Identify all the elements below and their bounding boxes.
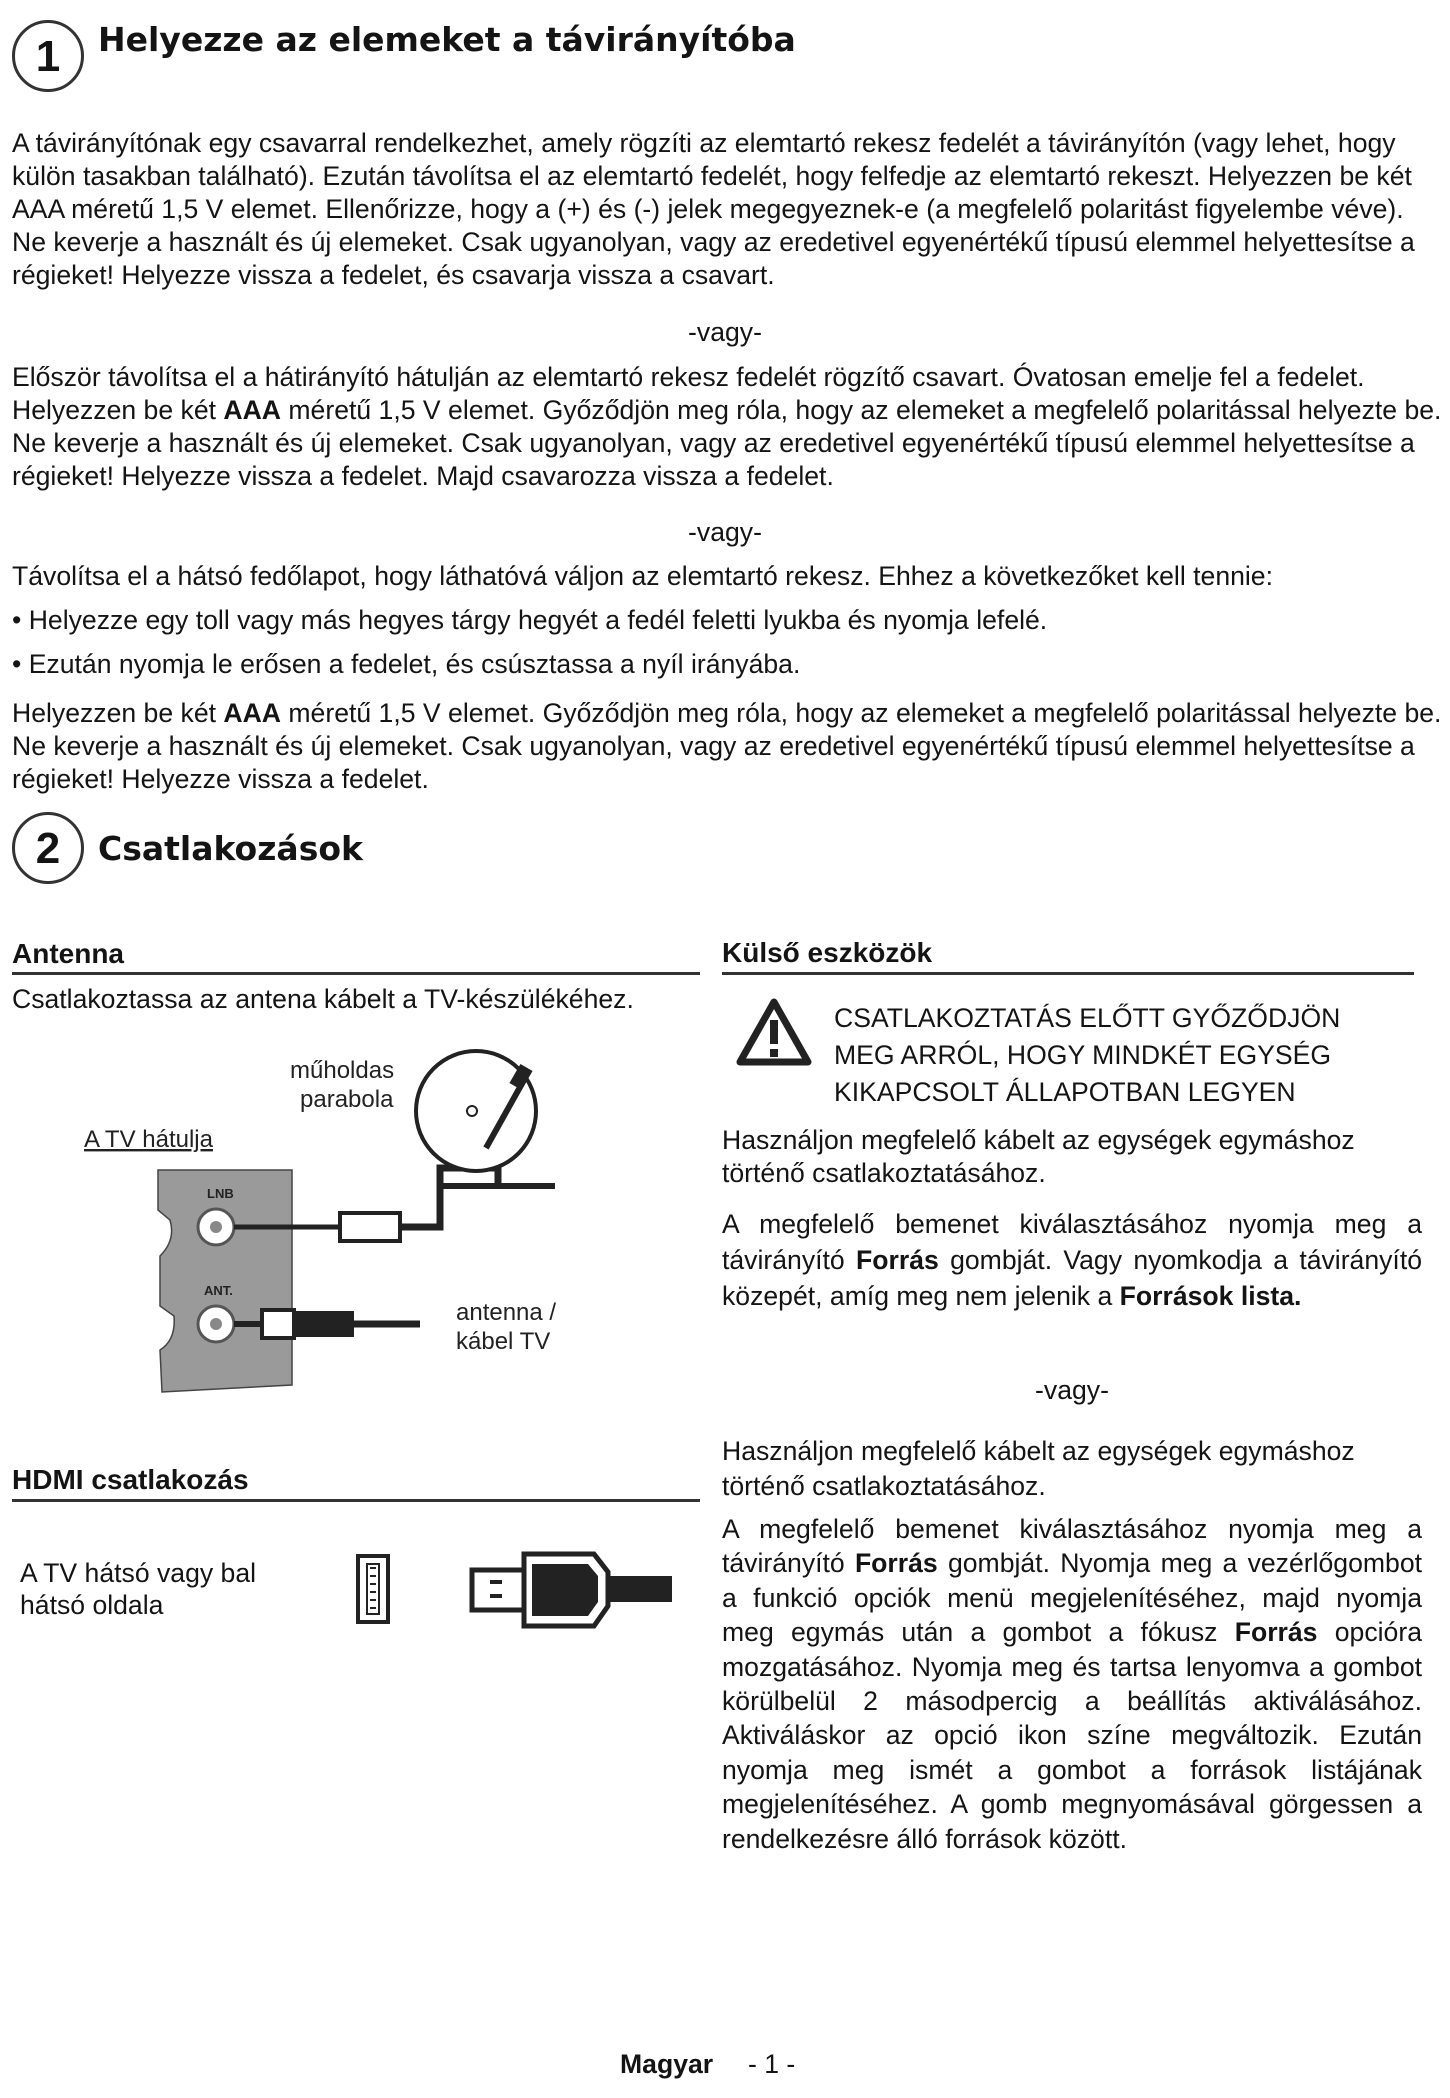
antenna-heading: Antenna (12, 938, 124, 969)
hdmi-label-1: A TV hátsó vagy bal (20, 1558, 257, 1588)
antenna-text: Csatlakoztassa az antena kábelt a TV-készülékéhez. (12, 984, 634, 1014)
warning-line-2: MEG ARRÓL, HOGY MINDKÉT EGYSÉG (834, 1040, 1332, 1070)
lnb-label: LNB (207, 1186, 234, 1201)
tv-back-label: A TV hátulja (84, 1126, 213, 1153)
hdmi-rule (12, 1499, 700, 1502)
battery-paragraph-2: Először távolítsa el a hátirányító hátulján az elemtartó rekesz fedelét rögzítő csavart. Óvatosan emelje fel a fedelet. Helyezzen be két AAA méretű 1,5 V elemet. Győződjön meg róla, hogy az elemeket a megfelelő polaritással helyezte be. Ne keverje a használt és új elemeket. Csak ugyanolyan, vagy az eredetivel egyenértékű típusú elemmel helyettesítse a régieket! Helyezze vissza a fedelet. Majd csavarozza vissza a fedelet. (12, 362, 1442, 491)
hdmi-cable (608, 1576, 672, 1602)
dish-label-2: parabola (300, 1086, 394, 1113)
or-separator-3: -vagy- (1035, 1375, 1109, 1405)
external-paragraph-1: Használjon megfelelő kábelt az egységek egymáshoz történő csatlakoztatásához. (722, 1125, 1355, 1188)
external-heading: Külső eszközök (722, 937, 933, 968)
external-paragraph-3: Használjon megfelelő kábelt az egységek egymáshoz történő csatlakoztatásához. (722, 1436, 1355, 1501)
battery-paragraph-4: Helyezzen be két AAA méretű 1,5 V elemet. Győződjön meg róla, hogy az elemeket a megfelelő polaritással helyezte be. Ne keverje a használt és új elemeket. Csak ugyanolyan, vagy az eredetivel egyenértékű típusú elemmel helyettesítse a régieket! Helyezze vissza a fedelet. (12, 698, 1442, 794)
lnb-connector-pin (210, 1221, 222, 1233)
hdmi-diagram (340, 1540, 680, 1650)
external-rule (722, 972, 1414, 975)
footer-language: Magyar (620, 2049, 714, 2079)
ant-plug-grip (294, 1311, 354, 1337)
lnb-cable-plug (340, 1213, 400, 1241)
warning-line-3: KIKAPCSOLT ÁLLAPOTBAN LEGYEN (834, 1077, 1296, 1107)
battery-paragraph-3: Távolítsa el a hátsó fedőlapot, hogy láthatóvá váljon az elemtartó rekesz. Ehhez a következőket kell tennie: (12, 561, 1273, 591)
hdmi-heading: HDMI csatlakozás (12, 1464, 249, 1495)
ant-label: ANT. (204, 1283, 233, 1298)
hdmi-port-slot (367, 1564, 379, 1614)
warning-line-1: CSATLAKOZTATÁS ELŐTT GYŐZŐDJÖN (834, 1003, 1341, 1033)
external-paragraph-4: A megfelelő bemenet kiválasztásához nyomja meg a távirányító Forrás gombját. Nyomja meg a vezérlőgombot a funkció opciók menü megjelenítéséhez, majd nyomja meg egymás után a gombot a fókusz Forrás opcióra mozgatásához. Nyomja meg és tartsa lenyomva a gombot körülbelül 2 másodpercig a beállítás aktiválásához. Aktiváláskor az opció ikon színe megváltozik. Ezután nyomja meg ismét a gombot a források listájának megjelenítéséhez. A gomb megnyomásával görgessen a rendelkezésre álló források között. (722, 1514, 1423, 1854)
ant-plug-body (262, 1310, 294, 1338)
antenna-diagram (0, 1020, 710, 1430)
section-2-title: Csatlakozások (98, 829, 363, 868)
tv-back-panel (158, 1170, 292, 1392)
hdmi-plug-tip (472, 1570, 530, 1610)
battery-bullet-2: • Ezután nyomja le erősen a fedelet, és csúsztassa a nyíl irányába. (12, 649, 801, 679)
footer-page-number: - 1 - (748, 2049, 796, 2079)
section-2-number-circle (12, 812, 84, 884)
section-1-title: Helyezze az elemeket a távirányítóba (98, 20, 796, 59)
hdmi-label-2: hátsó oldala (20, 1590, 164, 1620)
antenna-rule (12, 972, 700, 975)
external-paragraph-2: A megfelelő bemenet kiválasztásához nyomja meg a távirányító Forrás gombját. Vagy nyomkodja a távirányító közepét, amíg meg nem jelenik a Források lista. (722, 1209, 1423, 1311)
dish-label-1: műholdas (290, 1057, 395, 1084)
ant-connector-pin (210, 1318, 222, 1330)
or-separator-2: -vagy- (688, 517, 762, 547)
battery-paragraph-1: A távirányítónak egy csavarral rendelkezhet, amely rögzíti az elemtartó rekesz fedelét a távirányítón (vagy lehet, hogy külön tasakban található). Ezután távolítsa el az elemtartó fedelét, hogy felfedje az elemtartó rekeszt. Helyezzen be két AAA méretű 1,5 V elemet. Ellenőrizze, hogy a (+) és (-) jelek megegyeznek-e (a megfelelő polaritást figyelembe véve). Ne keverje a használt és új elemeket. Csak ugyanolyan, vagy az eredetivel egyenértékű típusú elemmel helyettesítse a régieket! Helyezze vissza a fedelet, és csavarja vissza a csavart. (12, 128, 1415, 290)
battery-bullet-1: • Helyezze egy toll vagy más hegyes tárgy hegyét a fedél feletti lyukba és nyomja lefelé. (12, 605, 1048, 635)
hdmi-plug-grip (532, 1564, 598, 1616)
section-2-number: 2 (35, 824, 61, 873)
section-1-number-circle (12, 20, 84, 92)
section-1-number: 1 (35, 32, 61, 81)
cable-label-2: kábel TV (456, 1328, 551, 1355)
or-separator-1: -vagy- (688, 317, 762, 347)
cable-label-1: antenna / (456, 1299, 557, 1326)
warning-icon (736, 996, 812, 1068)
